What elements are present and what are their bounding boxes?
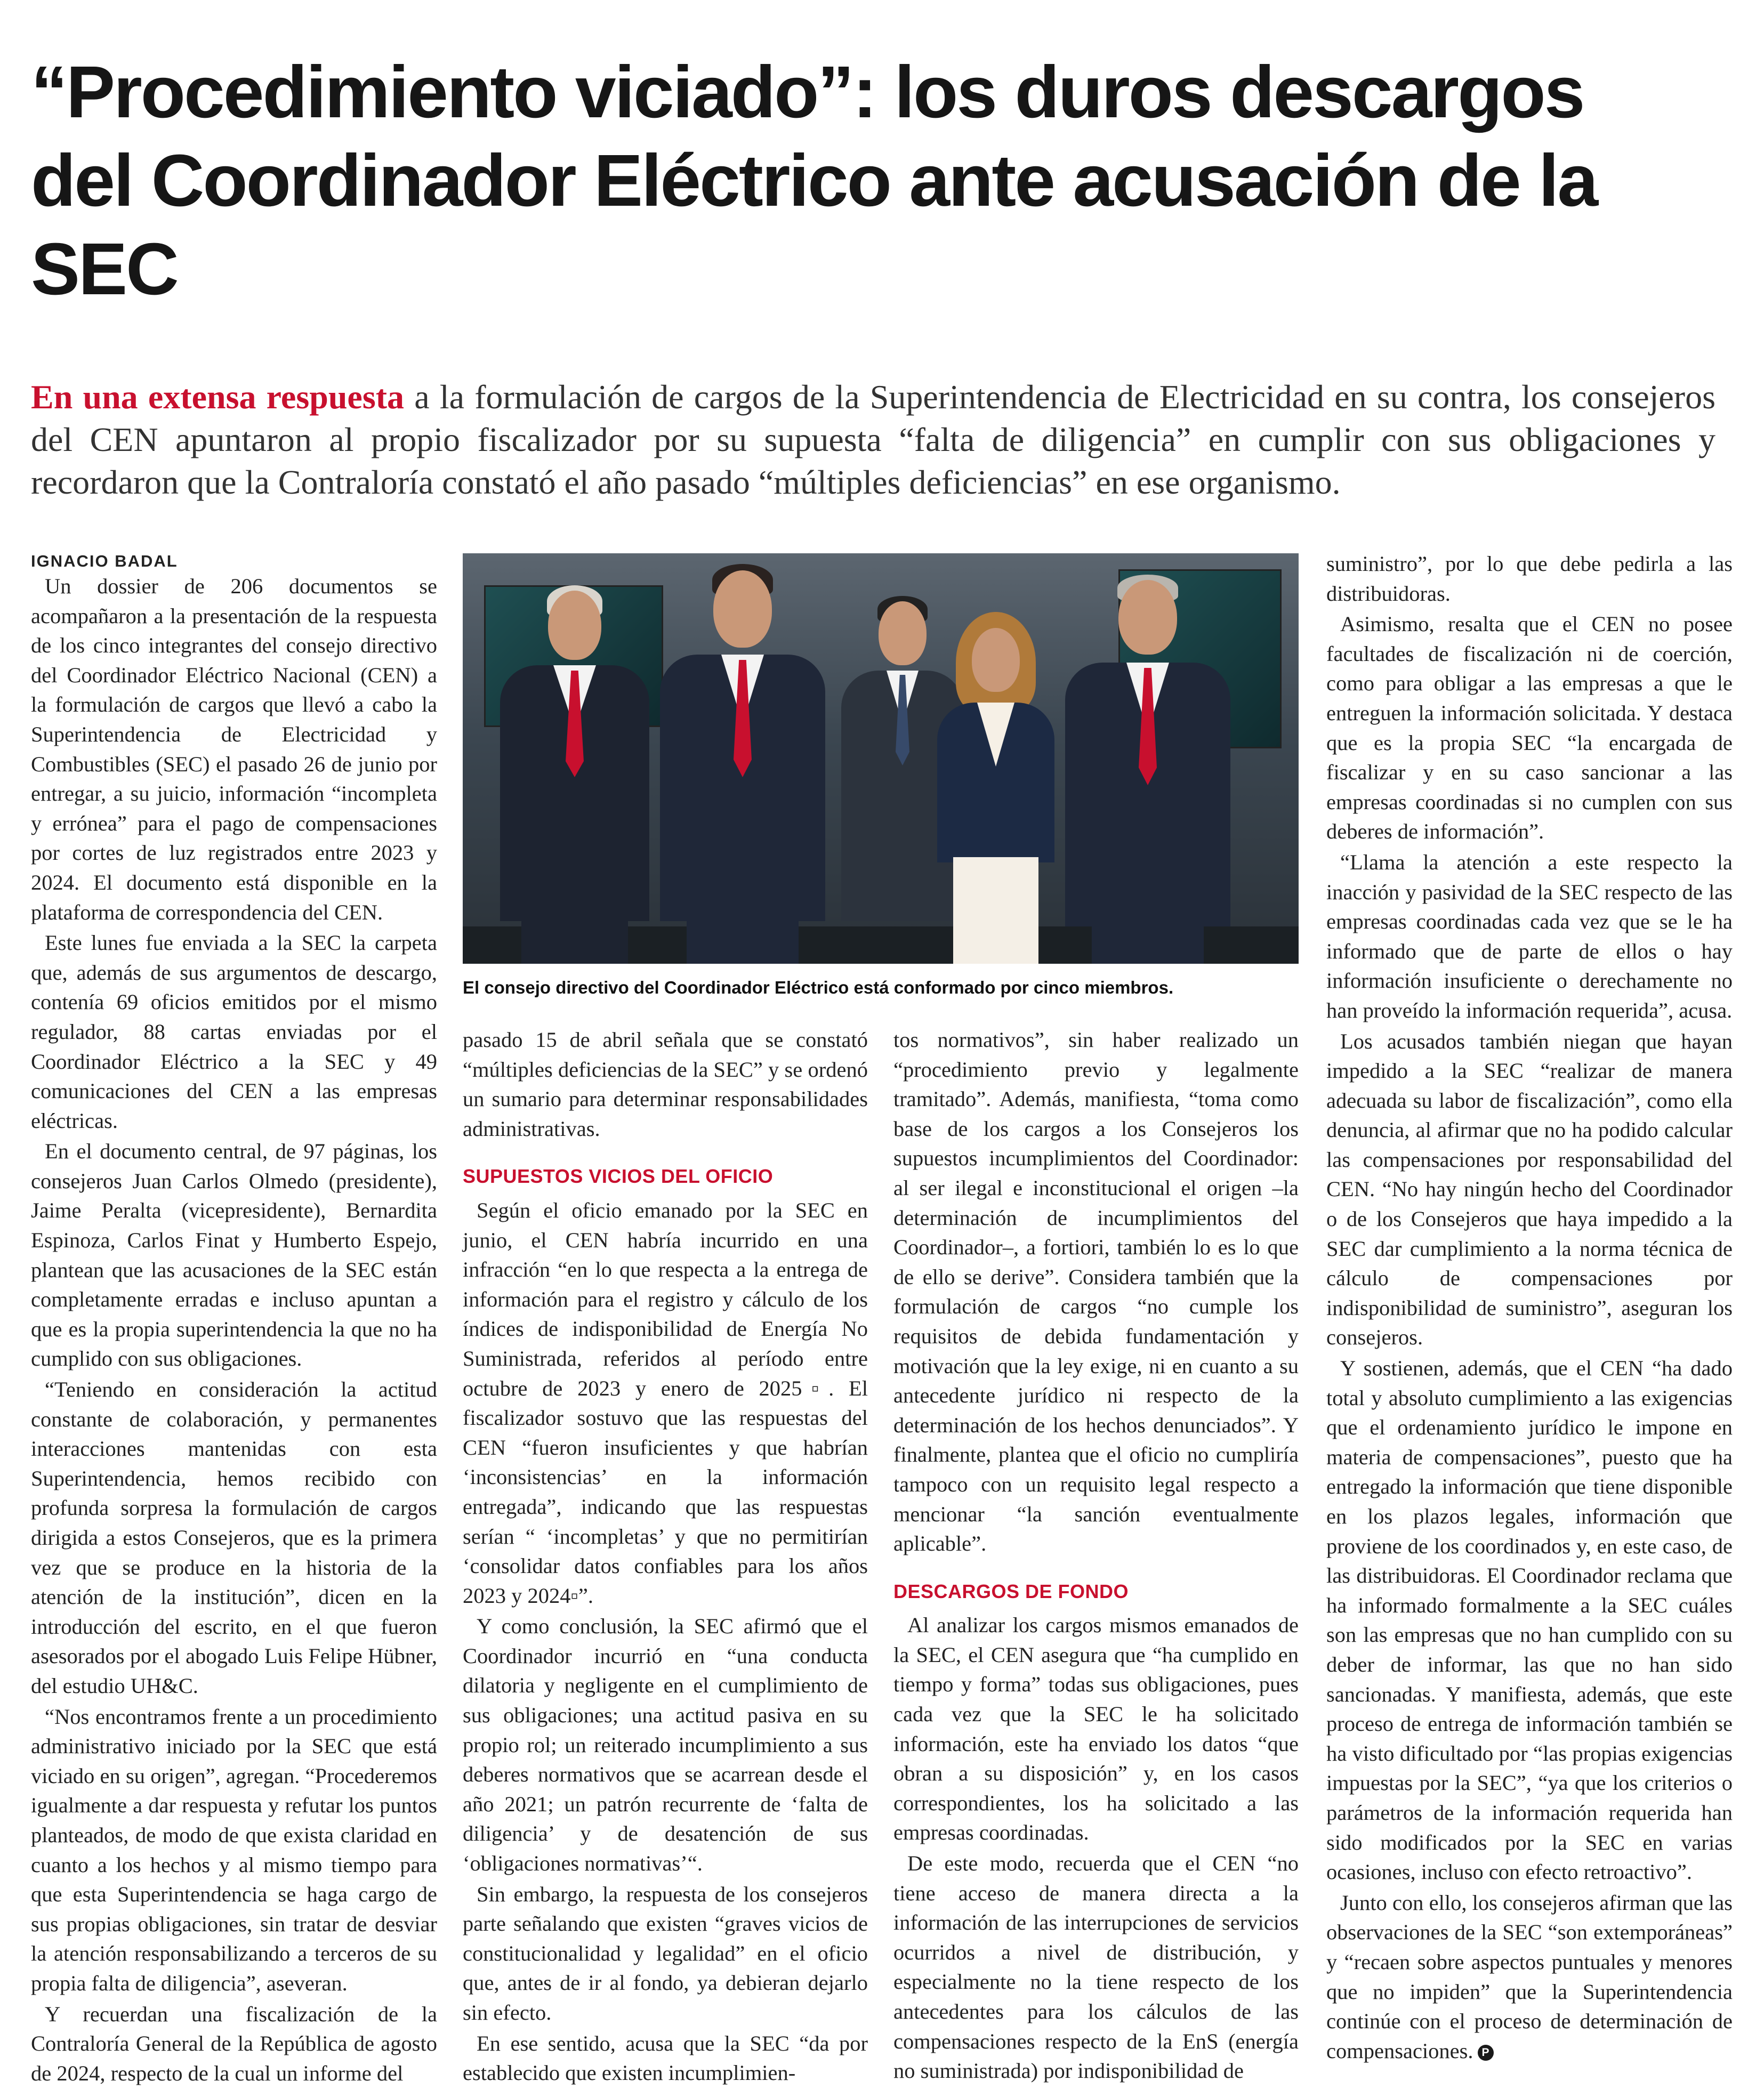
paragraph: Al analizar los cargos mismos emanados de la SEC, el CEN asegura que “ha cumplido en tiempo y forma” todas sus obligaciones, pues cada vez que la SEC le ha solicitado información, este ha enviado los datos “que obran a su disposición” y, en los casos correspondientes, los ha solicitado a las empresas coordinadas. — [893, 1613, 1299, 1845]
board-photo — [463, 553, 1299, 964]
paragraph: “Teniendo en consideración la actitud constante de colaboración, y permanentes interacciones mantenidas con esta Superintendencia, hemos recibido con profunda sorpresa la formulación de cargos dirigida a estos Consejeros, que es la primera vez que se produce en la historia de la atención de la institución”, dicen en la introducción del escrito, en el que fueron asesorados por el abogado Luis Felipe Hübner, del estudio UH&C. — [31, 1377, 437, 1698]
article-column-3 — [893, 1025, 1299, 2087]
article-column-1 — [31, 571, 437, 2089]
paragraph — [1326, 1888, 1733, 2066]
lead-text: a la formulación de cargos de la Superintendencia de Electricidad en su contra, los consejeros del CEN apuntaron al propio fiscalizador por su supuesta “falta de diligencia” en cumplir con sus obligaciones y recordaron que la Contraloría constató el año pasado “múltiples deficiencias” en ese organismo. — [31, 378, 1716, 501]
paragraph: Asimismo, resalta que el CEN no posee facultades de fiscalización ni de coerción, como para obligar a las empresas a que le entreguen la información solicitada. Y destaca que es la propia SEC “la encargada de fiscalizar y en su caso sancionar a las empresas coordinadas si no cumplen con sus deberes de información”. — [1326, 612, 1733, 844]
headline: “Procedimiento viciado”: los duros descargos del Coordinador Eléctrico ante acusación de la SEC — [31, 51, 1597, 310]
photo-caption: El consejo directivo del Coordinador Eléctrico está conformado por cinco miembros. — [463, 978, 1174, 997]
paragraph: tos normativos”, sin haber realizado un “procedimiento previo y legalmente tramitado”. Además, manifiesta, “toma como base de los cargos a los Consejeros los supuestos incumplimientos del Coordinador: al ser ilegal e inconstitucional el origen –la determinación de incumplimientos del Coordinador–, a fortiori, también lo es lo que de ello se derive”. Considera también que la formulación de cargos “no cumple los requisitos de debida fundamentación y motivación que la ley exige, ni en cuanto a su antecedente jurídico ni respecto de la determinación de los hechos denunciados”. Y finalmente, plantea que el oficio no cumpliría tampoco con un requisito legal respecto a mencionar “la sanción eventualmente aplicable”. — [893, 1028, 1299, 1556]
paragraph: De este modo, recuerda que el CEN “no tiene acceso de manera directa a la información de las interrupciones de servicios ocurridos a nivel de distribución, y especialmente no la tiene respecto de los antecedentes para los cálculos de las compensaciones respecto de la EnS (energía no suministrada) por indisponibilidad de — [893, 1851, 1299, 2083]
person-5 — [1060, 569, 1236, 964]
subheading: SUPUESTOS VICIOS DEL OFICIO — [463, 1165, 774, 1188]
paragraph: suministro”, por lo que debe pedirla a las distribuidoras. — [1326, 552, 1733, 606]
paragraph: “Nos encontramos frente a un procedimiento administrativo iniciado por la SEC que está viciado en su origen”, agregan. “Procederemos igualmente a dar respuesta y refutar los puntos planteados, de modo de que exista claridad en cuanto a los hechos y al mismo tiempo para que esta Superintendencia se haga cargo de sus propias obligaciones, sin tratar de desviar la atención responsabilizando a terceros de su propia falta de diligencia”, aseveran. — [31, 1704, 437, 1995]
paragraph: Un dossier de 206 documentos se acompañaron a la presentación de la respuesta de los cinco integrantes del consejo directivo del Coordinador Eléctrico Nacional (CEN) a la formulación de cargos que llevó a cabo la Superintendencia de Electricidad y Combustibles (SEC) el pasado 26 de junio por entregar, a su juicio, información “incompleta y errónea” para el pago de compensaciones por cortes de luz registrados entre 2023 y 2024. El documento está disponible en la plataforma de correspondencia del CEN. — [31, 574, 437, 924]
paragraph: Y sostienen, además, que el CEN “ha dado total y absoluto cumplimiento a las exigencias que el ordenamiento jurídico le impone en materia de compensaciones”, puesto que ha entregado la información que tiene disponible en los plazos legales, información que proviene de los coordinados y, en este caso, de las distribuidoras. El Coordinador reclama que ha informado formalmente a la SEC cuáles son las empresas que no han cumplido con su deber de informar, las que no han sido sancionadas. Y manifiesta, además, que este proceso de entrega de información también se ha visto dificultado por “las propias exigencias impuestas por la SEC”, “ya que los criterios o parámetros de la información requerida han sido modificados por la SEC en varias ocasiones, incluso con efecto retroactivo”. — [1326, 1356, 1733, 1884]
end-mark-icon: P — [1478, 2045, 1494, 2061]
paragraph: Y como conclusión, la SEC afirmó que el Coordinador incurrió en “una conducta dilatoria y negligente en el cumplimiento de sus obligaciones; una actitud pasiva en su propio rol; un reiterado incumplimiento a sus deberes normativos que se acarrean desde el año 2021; un patrón recurrente de ‘falta de diligencia’ y de desatención de sus ‘obligaciones normativas’“. — [463, 1614, 868, 1876]
paragraph: Y recuerdan una fiscalización de la Contraloría General de la República de agosto de 2024, respecto de la cual un informe del — [31, 2002, 437, 2085]
paragraph: “Llama la atención a este respecto la inacción y pasividad de la SEC respecto de las empresas coordinadas cada vez que se le ha informado que de parte de ellos o hay información insuficiente o derechamente no han proveído la información requerida”, acusa. — [1326, 850, 1733, 1022]
article-column-2 — [463, 1025, 868, 2089]
byline: IGNACIO BADAL — [31, 552, 178, 570]
person-4 — [932, 612, 1060, 964]
paragraph: Este lunes fue enviada a la SEC la carpeta que, además de sus argumentos de descargo, contenía 69 oficios emitidos por el mismo regulador, 88 cartas enviadas por el Coordinador Eléctrico a la SEC y 49 comunicaciones del CEN a las empresas eléctricas. — [31, 931, 437, 1133]
paragraph: Sin embargo, la respuesta de los consejeros parte señalando que existen “graves vicios de constitucionalidad y legalidad” en el oficio que, antes de ir al fondo, ya debieran dejarlo sin efecto. — [463, 1882, 868, 2025]
person-2 — [655, 559, 831, 964]
paragraph: En el documento central, de 97 páginas, los consejeros Juan Carlos Olmedo (presidente), Jaime Peralta (vicepresidente), Bernardita Espinoza, Carlos Finat y Humberto Espejo, plantean que las acusaciones de la SEC están completamente erradas e incluso apuntan a que es la propia superintendencia la que no ha cumplido con sus obligaciones. — [31, 1139, 437, 1371]
paragraph-text: Junto con ello, los consejeros afirman que las observaciones de la SEC “son extemporáneas” y “recaen sobre aspectos puntuales y menores que no impiden” que la Superintendencia continúe con el proceso de determinación de compensaciones. — [1326, 1890, 1733, 2063]
paragraph: Los acusados también niegan que hayan impedido a la SEC “realizar de manera adecuada su labor de fiscalización”, como ella denuncia, al afirmar que no ha podido calcular las compensaciones por responsabilidad del CEN. “No hay ningún hecho del Coordinador o de los Consejeros que haya impedido a la SEC dar cumplimiento a la norma técnica de cálculo de compensaciones por indisponibilidad de suministro”, aseguran los consejeros. — [1326, 1029, 1733, 1350]
person-1 — [495, 575, 655, 964]
lead-paragraph — [31, 376, 1715, 504]
paragraph: pasado 15 de abril señala que se constató “múltiples deficiencias de la SEC” y se ordenó un sumario para determinar responsabilidades administrativas. — [463, 1028, 868, 1141]
paragraph: En ese sentido, acusa que la SEC “da por establecido que existen incumplimien- — [463, 2031, 868, 2085]
paragraph: Según el oficio emanado por la SEC en junio, el CEN habría incurrido en una infracción “en lo que respecta a la entrega de información para el registro y cálculo de los índices de indisponibilidad de Energía No Suministrada, referidos al período entre octubre de 2023 y enero de 2025▫. El fiscalizador sostuvo que las respuestas del CEN “fueron insuficientes y que habrían ‘inconsistencias’ en la información entregada”, indicando que las respuestas serían “ ‘incompletas’ y que no permitirían ‘consolidar datos confiables para los años 2023 y 2024▫”. — [463, 1198, 868, 1608]
article-column-4 — [1326, 549, 1733, 2067]
subheading: DESCARGOS DE FONDO — [893, 1580, 1129, 1602]
lead-kicker: En una extensa respuesta — [31, 378, 405, 416]
